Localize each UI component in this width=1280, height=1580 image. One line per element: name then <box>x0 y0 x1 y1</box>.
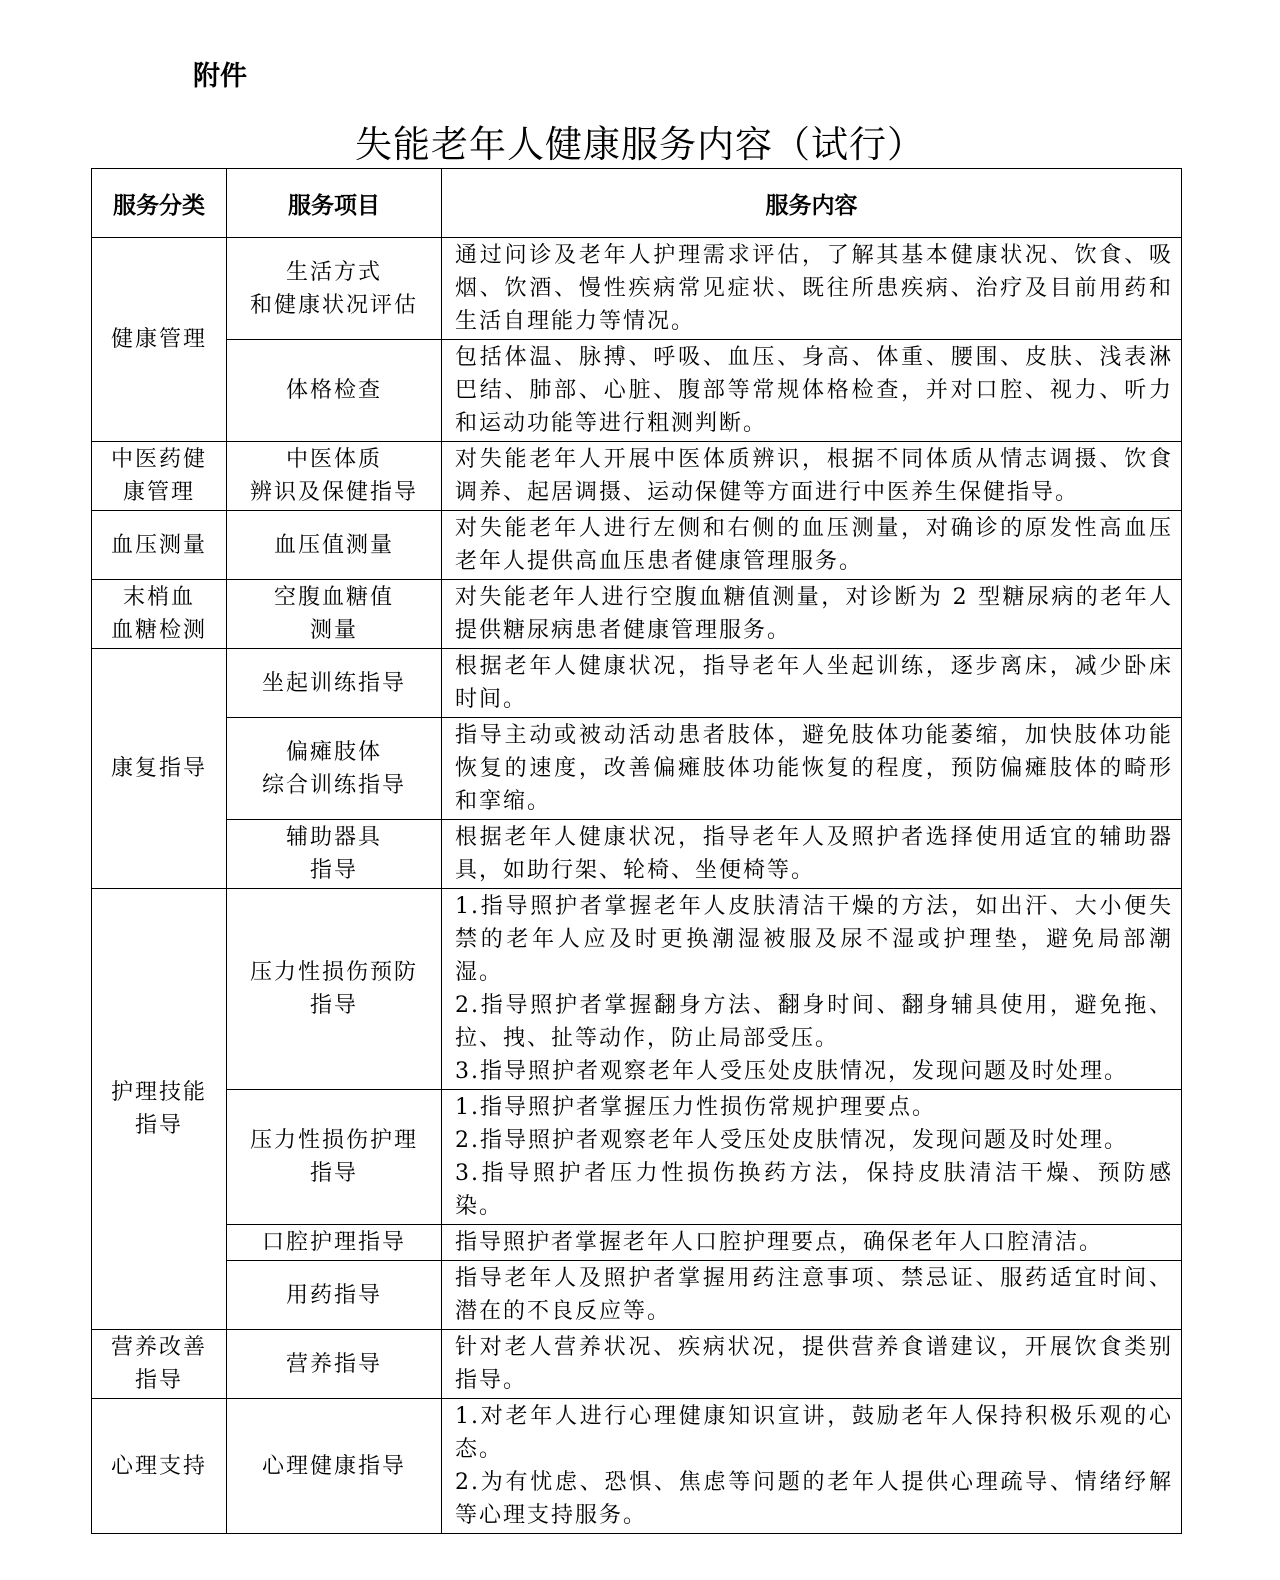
service-category-cell <box>92 889 227 1330</box>
service-content-text: 针对老人营养状况、疾病状况，提供营养食谱建议，开展饮食类别指导。 <box>455 1335 1173 1393</box>
service-content-cell <box>442 889 1182 1090</box>
service-content-cell <box>442 1090 1182 1225</box>
header-category: 服务分类 <box>92 169 227 238</box>
service-item-text: 口腔护理指导 <box>261 1230 406 1255</box>
service-content-text: 1.对老年人进行心理健康知识宣讲，鼓励老年人保持积极乐观的心态。 <box>455 1404 1173 1462</box>
table-row <box>92 238 1182 340</box>
header-item: 服务项目 <box>227 169 442 238</box>
service-content-text: 对失能老年人进行左侧和右侧的血压测量，对确诊的原发性高血压老年人提供高血压患者健康管理服务。 <box>455 516 1173 574</box>
service-content-cell <box>442 511 1182 580</box>
table-row <box>92 718 1182 820</box>
service-category-text: 血压测量 <box>110 532 207 558</box>
service-item-text: 偏瘫肢体 <box>285 739 382 765</box>
service-category-cell <box>92 1330 227 1399</box>
service-category-cell <box>92 580 227 649</box>
service-content-text: 指导照护者掌握老年人口腔护理要点，确保老年人口腔清洁。 <box>455 1230 1104 1255</box>
table-row <box>92 649 1182 718</box>
service-content-text: 2.指导照护者观察老年人受压处皮肤情况，发现问题及时处理。 <box>455 1128 1128 1153</box>
service-content-text: 根据老年人健康状况，指导老年人及照护者选择使用适宜的辅助器具，如助行架、轮椅、坐便椅等。 <box>455 825 1173 883</box>
table-row <box>92 1225 1182 1261</box>
service-content-text: 2.为有忧虑、恐惧、焦虑等问题的老年人提供心理疏导、情绪纾解等心理支持服务。 <box>455 1470 1173 1528</box>
service-item-text: 心理健康指导 <box>261 1453 406 1479</box>
service-category-cell <box>92 649 227 889</box>
service-content-text: 3.指导照护者观察老年人受压处皮肤情况，发现问题及时处理。 <box>455 1059 1128 1084</box>
service-item-cell <box>227 511 442 580</box>
service-item-text: 体格检查 <box>285 378 382 403</box>
service-item-text: 和健康状况评估 <box>249 292 418 318</box>
service-content-cell <box>442 718 1182 820</box>
table-row <box>92 442 1182 511</box>
service-item-text: 指导 <box>309 1161 358 1186</box>
service-category-text: 护理技能 <box>110 1080 207 1105</box>
service-category-cell <box>92 238 227 442</box>
service-item-cell <box>227 442 442 511</box>
service-item-text: 坐起训练指导 <box>261 670 406 696</box>
table-row <box>92 889 1182 1090</box>
service-content-cell <box>442 580 1182 649</box>
service-content-text: 通过问诊及老年人护理需求评估，了解其基本健康状况、饮食、吸烟、饮酒、慢性疾病常见症状、既往所患疾病、治疗及目前用药和生活自理能力等情况。 <box>455 243 1173 334</box>
service-category-text: 营养改善 <box>110 1335 207 1360</box>
service-content-text: 包括体温、脉搏、呼吸、血压、身高、体重、腰围、皮肤、浅表淋巴结、肺部、心脏、腹部等常规体格检查，并对口腔、视力、听力和运动功能等进行粗测判断。 <box>455 345 1173 436</box>
service-category-cell <box>92 511 227 580</box>
service-content-text: 3.指导照护者压力性损伤换药方法，保持皮肤清洁干燥、预防感染。 <box>455 1161 1173 1219</box>
table-row <box>92 820 1182 889</box>
service-item-text: 空腹血糖值 <box>273 585 394 610</box>
service-content-text: 对失能老年人开展中医体质辨识，根据不同体质从情志调摄、饮食调养、起居调摄、运动保健等方面进行中医养生保健指导。 <box>455 447 1173 505</box>
service-content-text: 指导老年人及照护者掌握用药注意事项、禁忌证、服药适宜时间、潜在的不良反应等。 <box>455 1266 1173 1324</box>
service-content-text: 1.指导照护者掌握压力性损伤常规护理要点。 <box>455 1095 936 1120</box>
service-category-text: 末梢血 <box>122 585 195 610</box>
table-row <box>92 1090 1182 1225</box>
service-item-text: 生活方式 <box>285 259 382 285</box>
service-category-text: 中医药健 <box>110 447 207 472</box>
table-row <box>92 340 1182 442</box>
service-category-cell <box>92 1399 227 1534</box>
service-item-text: 指导 <box>309 993 358 1018</box>
service-content-cell <box>442 1399 1182 1534</box>
service-item-text: 营养指导 <box>285 1351 382 1377</box>
service-item-text: 血压值测量 <box>273 532 394 558</box>
service-content-cell <box>442 442 1182 511</box>
service-content-text: 2.指导照护者掌握翻身方法、翻身时间、翻身辅具使用，避免拖、拉、拽、扯等动作，防止局部受压。 <box>455 993 1173 1051</box>
service-category-text: 指导 <box>134 1368 183 1393</box>
service-item-text: 用药指导 <box>285 1282 382 1308</box>
service-category-text: 健康管理 <box>110 327 207 352</box>
service-category-cell <box>92 442 227 511</box>
service-content-text: 指导主动或被动活动患者肢体，避免肢体功能萎缩，加快肢体功能恢复的速度，改善偏瘫肢体功能恢复的程度，预防偏瘫肢体的畸形和挛缩。 <box>455 723 1173 814</box>
service-item-cell <box>227 580 442 649</box>
service-item-text: 测量 <box>309 618 358 643</box>
service-content-cell <box>442 649 1182 718</box>
document-title: 失能老年人健康服务内容（试行） <box>355 123 925 166</box>
service-content-text: 根据老年人健康状况，指导老年人坐起训练，逐步离床，减少卧床时间。 <box>455 654 1173 712</box>
service-content-cell <box>442 820 1182 889</box>
service-category-text: 指导 <box>134 1113 183 1138</box>
service-category-text: 血糖检测 <box>110 618 207 643</box>
service-item-cell <box>227 718 442 820</box>
table-row <box>92 1399 1182 1534</box>
service-content-cell <box>442 238 1182 340</box>
table-row <box>92 580 1182 649</box>
service-item-cell <box>227 889 442 1090</box>
service-item-cell <box>227 1399 442 1534</box>
service-category-text: 康复指导 <box>110 756 207 781</box>
service-item-cell <box>227 1225 442 1261</box>
table-row <box>92 1261 1182 1330</box>
service-item-cell <box>227 820 442 889</box>
table-row <box>92 1330 1182 1399</box>
service-item-text: 压力性损伤护理 <box>249 1128 418 1153</box>
service-content-text: 对失能老年人进行空腹血糖值测量，对诊断为 2 型糖尿病的老年人提供糖尿病患者健康管理服务。 <box>455 585 1173 643</box>
service-table <box>91 168 1182 1534</box>
service-item-cell <box>227 649 442 718</box>
service-content-cell <box>442 340 1182 442</box>
service-item-cell <box>227 1330 442 1399</box>
service-item-text: 综合训练指导 <box>261 772 406 798</box>
service-content-cell <box>442 1225 1182 1261</box>
service-content-text: 1.指导照护者掌握老年人皮肤清洁干燥的方法，如出汗、大小便失禁的老年人应及时更换潮湿被服及尿不湿或护理垫，避免局部潮湿。 <box>455 894 1173 985</box>
service-item-cell <box>227 1261 442 1330</box>
table-header-row <box>92 169 1182 238</box>
service-content-cell <box>442 1261 1182 1330</box>
header-content: 服务内容 <box>442 169 1182 238</box>
service-item-text: 压力性损伤预防 <box>249 960 418 985</box>
service-item-cell <box>227 1090 442 1225</box>
service-item-cell <box>227 238 442 340</box>
service-item-text: 辅助器具 <box>285 825 382 850</box>
service-item-cell <box>227 340 442 442</box>
service-item-text: 中医体质 <box>285 447 382 472</box>
table-row <box>92 511 1182 580</box>
service-content-cell <box>442 1330 1182 1399</box>
service-item-text: 辨识及保健指导 <box>249 480 418 505</box>
table-body <box>92 238 1182 1534</box>
service-item-text: 指导 <box>309 858 358 883</box>
attachment-label: 附件 <box>193 61 247 92</box>
service-category-text: 心理支持 <box>110 1453 207 1479</box>
service-category-text: 康管理 <box>122 480 195 505</box>
